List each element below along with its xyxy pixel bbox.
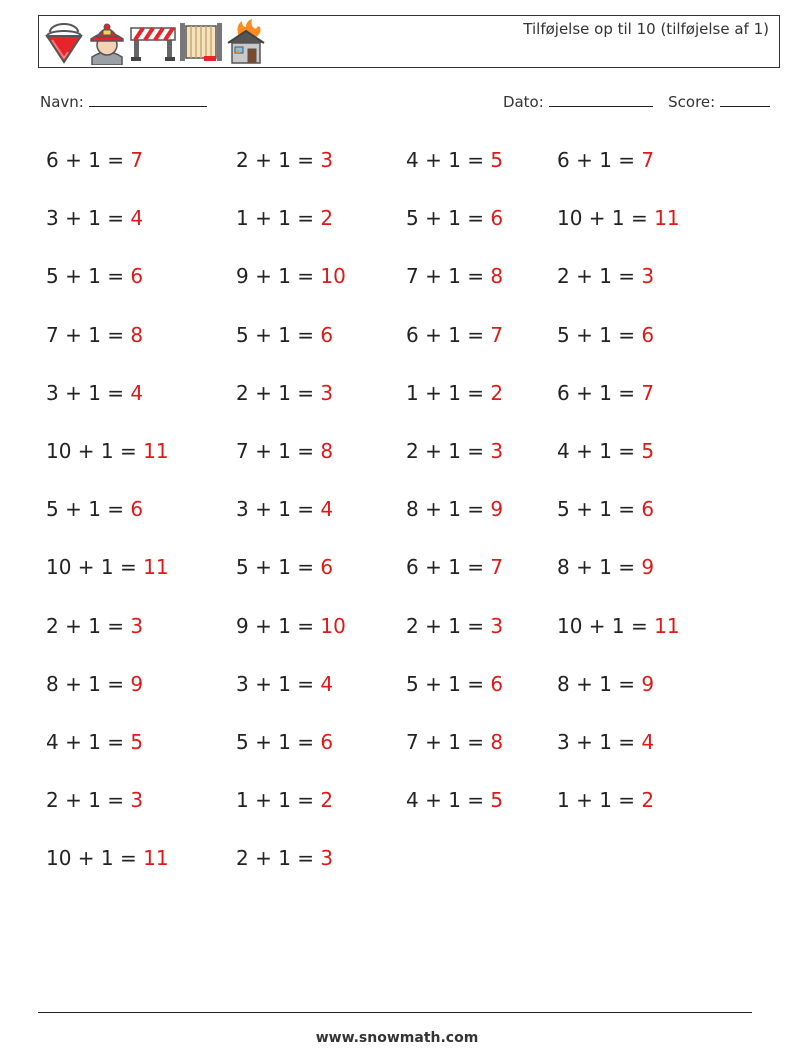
- problem-question: 2 + 1 =: [406, 439, 491, 463]
- problem-question: 1 + 1 =: [236, 788, 321, 813]
- problem-question: 4 + 1 =: [406, 148, 491, 172]
- problem-item: [406, 497, 503, 521]
- problem-answer: 7: [641, 148, 655, 172]
- problem-item: [236, 206, 333, 230]
- problem-answer: 2: [641, 788, 655, 813]
- footer-url: www.snowmath.com: [315, 1030, 479, 1046]
- problem-question: 5 + 1 =: [557, 322, 642, 347]
- problem-item: [46, 555, 169, 579]
- problem-answer: 7: [641, 380, 655, 405]
- problem-item: [406, 148, 503, 172]
- problem-question: 9 + 1 =: [236, 613, 321, 638]
- worksheet-title: Tilføjelse op til 10 (tilføjelse af 1): [523, 20, 769, 38]
- problem-answer: 9: [490, 497, 504, 522]
- problem-question: 7 + 1 =: [406, 730, 491, 754]
- problem-item: [236, 323, 333, 347]
- problem-question: 2 + 1 =: [236, 148, 321, 172]
- problem-question: 9 + 1 =: [236, 264, 321, 289]
- problem-question: 1 + 1 =: [406, 380, 491, 405]
- problem-answer: 3: [130, 788, 144, 813]
- problem-answer: 4: [130, 380, 144, 405]
- problem-answer: 11: [143, 555, 169, 580]
- problem-question: 5 + 1 =: [46, 264, 131, 289]
- problem-answer: 2: [320, 788, 334, 813]
- problem-item: [557, 614, 680, 638]
- problem-item: [557, 555, 654, 579]
- problem-item: [236, 439, 333, 463]
- problem-item: [406, 614, 503, 638]
- problem-item: [236, 614, 346, 638]
- problem-answer: 9: [130, 671, 144, 696]
- problem-question: 10 + 1 =: [557, 206, 655, 231]
- problem-item: [406, 381, 503, 405]
- problem-answer: 6: [320, 322, 334, 347]
- problem-answer: 7: [490, 555, 504, 580]
- problem-question: 8 + 1 =: [46, 671, 131, 696]
- problem-answer: 3: [490, 439, 504, 463]
- problem-answer: 10: [320, 264, 346, 289]
- problem-item: [406, 206, 503, 230]
- problem-answer: 8: [490, 730, 504, 754]
- problem-item: [406, 788, 503, 812]
- problem-answer: 9: [641, 671, 655, 696]
- problem-question: 10 + 1 =: [46, 555, 144, 580]
- problem-item: [406, 555, 503, 579]
- problem-question: 7 + 1 =: [236, 439, 321, 463]
- problem-question: 5 + 1 =: [406, 206, 491, 231]
- problem-answer: 3: [641, 264, 655, 289]
- date-label: Dato:: [502, 93, 544, 111]
- problem-question: 3 + 1 =: [236, 497, 321, 522]
- problem-answer: 6: [641, 322, 655, 347]
- problem-question: 1 + 1 =: [557, 788, 642, 813]
- problem-answer: 5: [490, 788, 504, 813]
- problem-answer: 6: [490, 671, 504, 696]
- problem-question: 10 + 1 =: [46, 439, 144, 463]
- problem-question: 2 + 1 =: [46, 788, 131, 813]
- problem-item: [557, 497, 654, 521]
- problem-question: 6 + 1 =: [406, 555, 491, 580]
- problem-answer: 6: [320, 730, 334, 754]
- problem-item: [46, 323, 143, 347]
- problem-item: [557, 439, 654, 463]
- problem-question: 6 + 1 =: [557, 148, 642, 172]
- problem-question: 2 + 1 =: [557, 264, 642, 289]
- problem-question: 2 + 1 =: [236, 380, 321, 405]
- problem-item: [46, 148, 143, 172]
- problem-question: 5 + 1 =: [557, 497, 642, 522]
- problem-question: 2 + 1 =: [46, 613, 131, 638]
- problem-answer: 6: [490, 206, 504, 231]
- problem-item: [46, 730, 143, 754]
- problem-item: [46, 381, 143, 405]
- problem-answer: 11: [654, 613, 680, 638]
- problem-question: 5 + 1 =: [236, 555, 321, 580]
- problem-answer: 3: [490, 613, 504, 638]
- problem-answer: 10: [320, 613, 346, 638]
- problem-item: [557, 381, 654, 405]
- problem-answer: 8: [130, 322, 144, 347]
- problem-answer: 8: [320, 439, 334, 463]
- problem-question: 4 + 1 =: [557, 439, 642, 463]
- problem-question: 6 + 1 =: [557, 380, 642, 405]
- problem-answer: 8: [490, 264, 504, 289]
- problem-item: [236, 672, 333, 696]
- score-label: Score:: [668, 93, 716, 111]
- problem-answer: 4: [641, 730, 655, 754]
- problem-question: 3 + 1 =: [46, 206, 131, 231]
- problem-item: [406, 730, 503, 754]
- problem-item: [236, 381, 333, 405]
- problem-item: [236, 788, 333, 812]
- problem-question: 10 + 1 =: [557, 613, 655, 638]
- problem-item: [46, 497, 143, 521]
- problem-answer: 7: [130, 148, 144, 172]
- problem-question: 8 + 1 =: [557, 555, 642, 580]
- problem-answer: 11: [143, 439, 169, 463]
- problem-answer: 4: [130, 206, 144, 231]
- problem-item: [406, 264, 503, 288]
- problem-answer: 6: [641, 497, 655, 522]
- problem-question: 10 + 1 =: [46, 846, 144, 871]
- problem-item: [557, 730, 654, 754]
- problem-answer: 4: [320, 497, 334, 522]
- problem-question: 7 + 1 =: [406, 264, 491, 289]
- problem-answer: 4: [320, 671, 334, 696]
- problem-item: [557, 788, 654, 812]
- problem-question: 4 + 1 =: [406, 788, 491, 813]
- problem-item: [236, 264, 346, 288]
- problem-item: [46, 672, 143, 696]
- problem-question: 6 + 1 =: [46, 148, 131, 172]
- problem-item: [406, 439, 503, 463]
- problem-question: 3 + 1 =: [236, 671, 321, 696]
- problem-question: 7 + 1 =: [46, 322, 131, 347]
- problem-item: [557, 323, 654, 347]
- problem-question: 1 + 1 =: [236, 206, 321, 231]
- problem-answer: 11: [143, 846, 169, 871]
- problem-answer: 3: [320, 148, 334, 172]
- footer-divider: [38, 1012, 752, 1013]
- problem-item: [236, 730, 333, 754]
- problem-item: [46, 614, 143, 638]
- problem-answer: 6: [130, 497, 144, 522]
- problem-item: [46, 846, 169, 870]
- problem-question: 3 + 1 =: [46, 380, 131, 405]
- problem-item: [557, 148, 654, 172]
- problem-question: 2 + 1 =: [236, 846, 321, 871]
- problem-question: 5 + 1 =: [236, 322, 321, 347]
- problem-answer: 3: [320, 846, 334, 871]
- problem-item: [406, 672, 503, 696]
- problem-question: 5 + 1 =: [406, 671, 491, 696]
- problem-item: [46, 206, 143, 230]
- problem-answer: 5: [130, 730, 144, 754]
- problem-question: 8 + 1 =: [406, 497, 491, 522]
- problem-question: 2 + 1 =: [406, 613, 491, 638]
- problem-answer: 5: [641, 439, 655, 463]
- problem-answer: 3: [320, 380, 334, 405]
- problem-answer: 6: [320, 555, 334, 580]
- problem-question: 5 + 1 =: [236, 730, 321, 754]
- problem-answer: 2: [320, 206, 334, 231]
- problem-answer: 6: [130, 264, 144, 289]
- problem-answer: 11: [654, 206, 680, 231]
- problem-answer: 5: [490, 148, 504, 172]
- problem-answer: 7: [490, 322, 504, 347]
- problem-item: [236, 497, 333, 521]
- problem-item: [46, 264, 143, 288]
- problem-item: [46, 439, 169, 463]
- problem-item: [46, 788, 143, 812]
- name-label: Navn:: [40, 93, 84, 111]
- problem-question: 3 + 1 =: [557, 730, 642, 754]
- problem-item: [406, 323, 503, 347]
- problem-item: [236, 846, 333, 870]
- problem-item: [236, 555, 333, 579]
- problem-question: 4 + 1 =: [46, 730, 131, 754]
- problem-answer: 3: [130, 613, 144, 638]
- problem-item: [557, 264, 654, 288]
- problem-item: [557, 206, 680, 230]
- problem-item: [557, 672, 654, 696]
- problem-answer: 2: [490, 380, 504, 405]
- problem-question: 5 + 1 =: [46, 497, 131, 522]
- problem-item: [236, 148, 333, 172]
- problem-question: 6 + 1 =: [406, 322, 491, 347]
- problem-question: 8 + 1 =: [557, 671, 642, 696]
- problem-answer: 9: [641, 555, 655, 580]
